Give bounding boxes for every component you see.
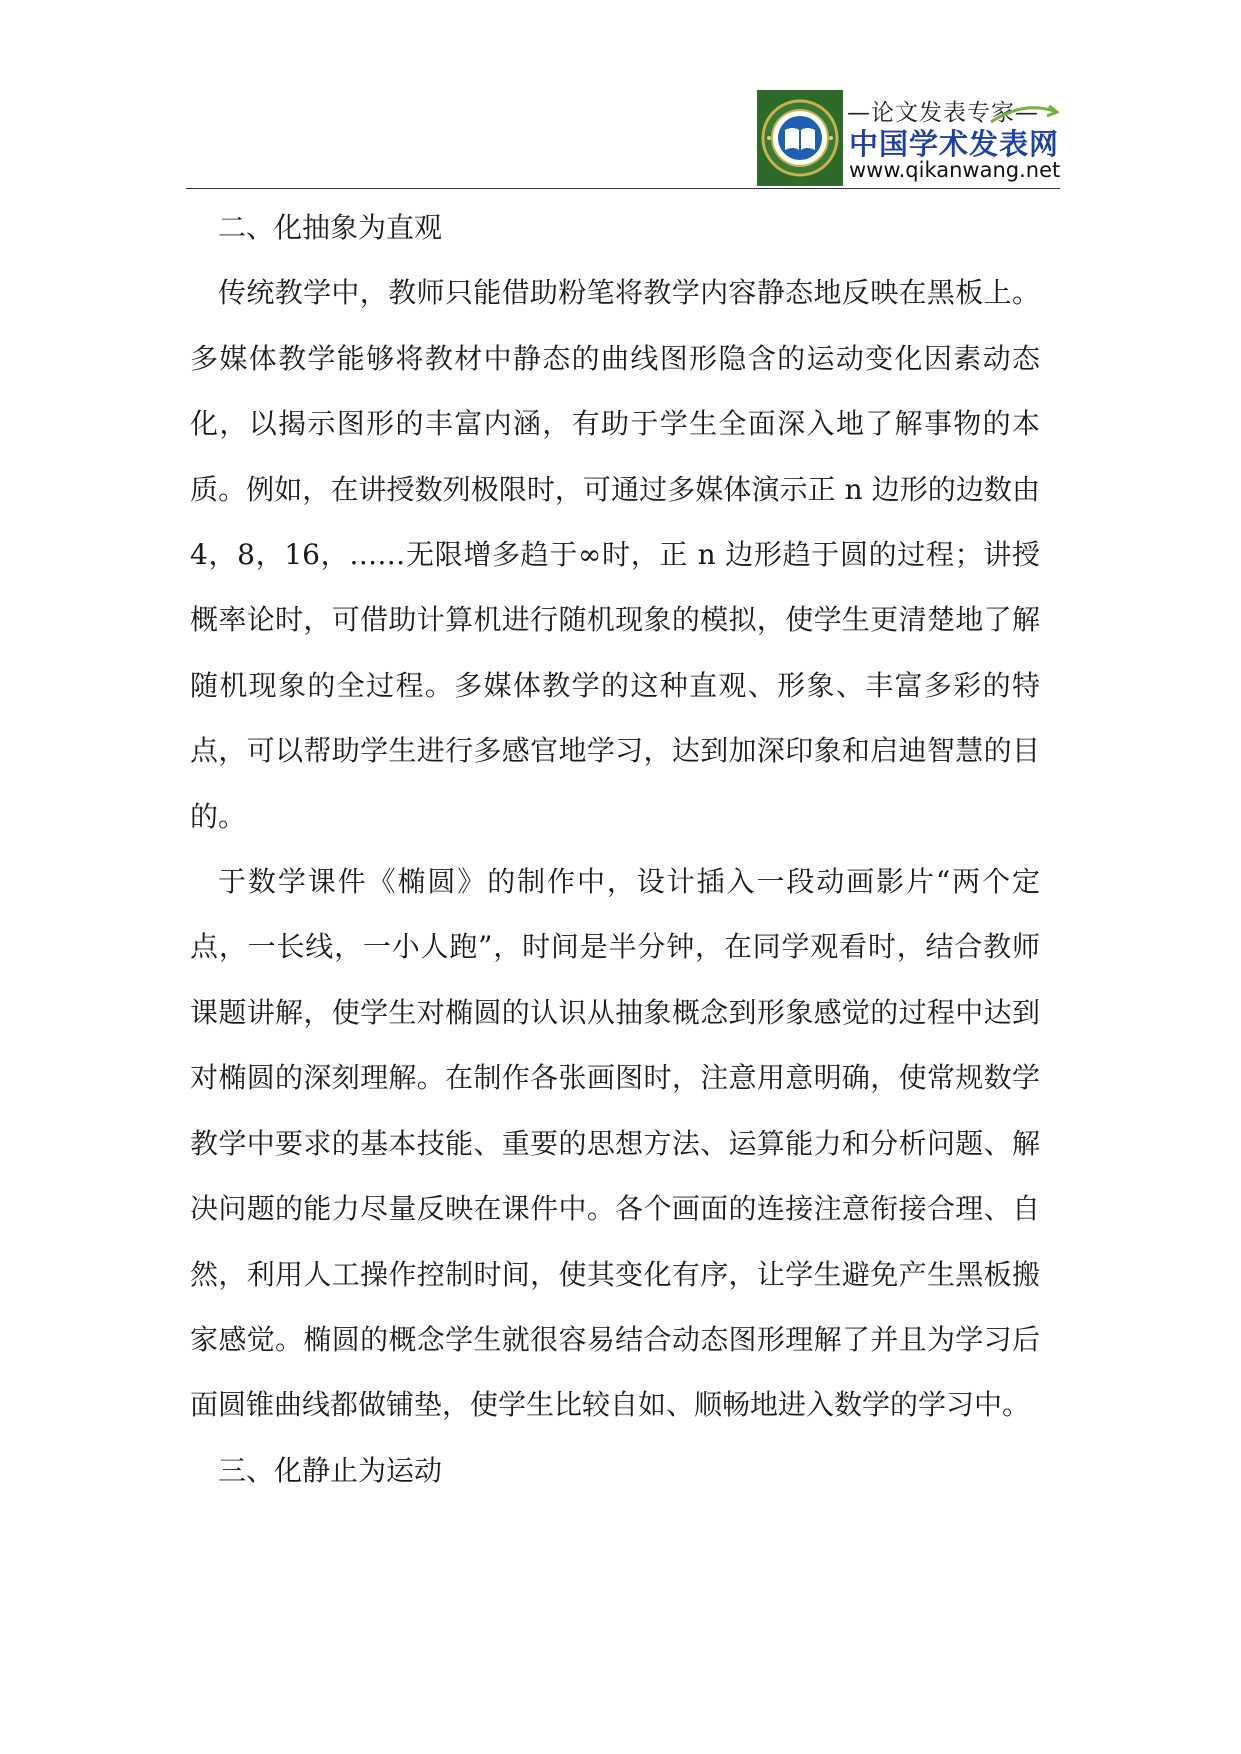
paragraph-2 [190, 849, 1040, 1438]
paragraph-2-text: 于数学课件《椭圆》的制作中，设计插入一段动画影片“两个定点，一长线，一小人跑”，时间是半分钟，在同学观看时，结合教师课题讲解，使学生对椭圆的认识从抽象概念到形象感觉的过程中达到对椭圆的深刻理解。在制作各张画图时，注意用意明确，使常规数学教学中要求的基本技能、重要的思想方法、运算能力和分析问题、解决问题的能力尽量反映在课件中。各个画面的连接注意衔接合理、自然，利用人工操作控制时间，使其变化有序，让学生避免产生黑板搬家感觉。椭圆的概念学生就很容易结合动态图形理解了并且为学习后面圆锥曲线都做铺垫，使学生比较自如、顺畅地进入数学的学习中。 [190, 865, 1040, 1422]
header-divider [186, 188, 1060, 189]
document-body [190, 195, 1040, 1503]
logo-tagline: —论文发表专家— [847, 100, 1039, 126]
paragraph-1 [190, 260, 1040, 849]
section-heading-3: 三、化静止为运动 [218, 1453, 443, 1487]
book-seal-icon [757, 90, 843, 186]
paragraph-1-text: 传统教学中，教师只能借助粉笔将教学内容静态地反映在黑板上。多媒体教学能够将教材中静态的曲线图形隐含的运动变化因素动态化，以揭示图形的丰富内涵，有助于学生全面深入地了解事物的本质。例如，在讲授数列极限时，可通过多媒体演示正 n 边形的边数由 4，8，16，……无限增多趋于∞时，正 n 边形趋于圆的过程；讲授概率论时，可借助计算机进行随机现象的模拟，使学生更清楚地了解随机现象的全过程。多媒体教学的这种直观、形象、丰富多彩的特点，可以帮助学生进行多感官地学习，达到加深印象和启迪智慧的目的。 [190, 276, 1040, 833]
header-logo [757, 90, 1061, 186]
logo-title: 中国学术发表网 [849, 127, 1060, 161]
section-heading-2: 二、化抽象为直观 [218, 211, 443, 244]
logo-url: www.qikanwang.net [849, 158, 1061, 182]
